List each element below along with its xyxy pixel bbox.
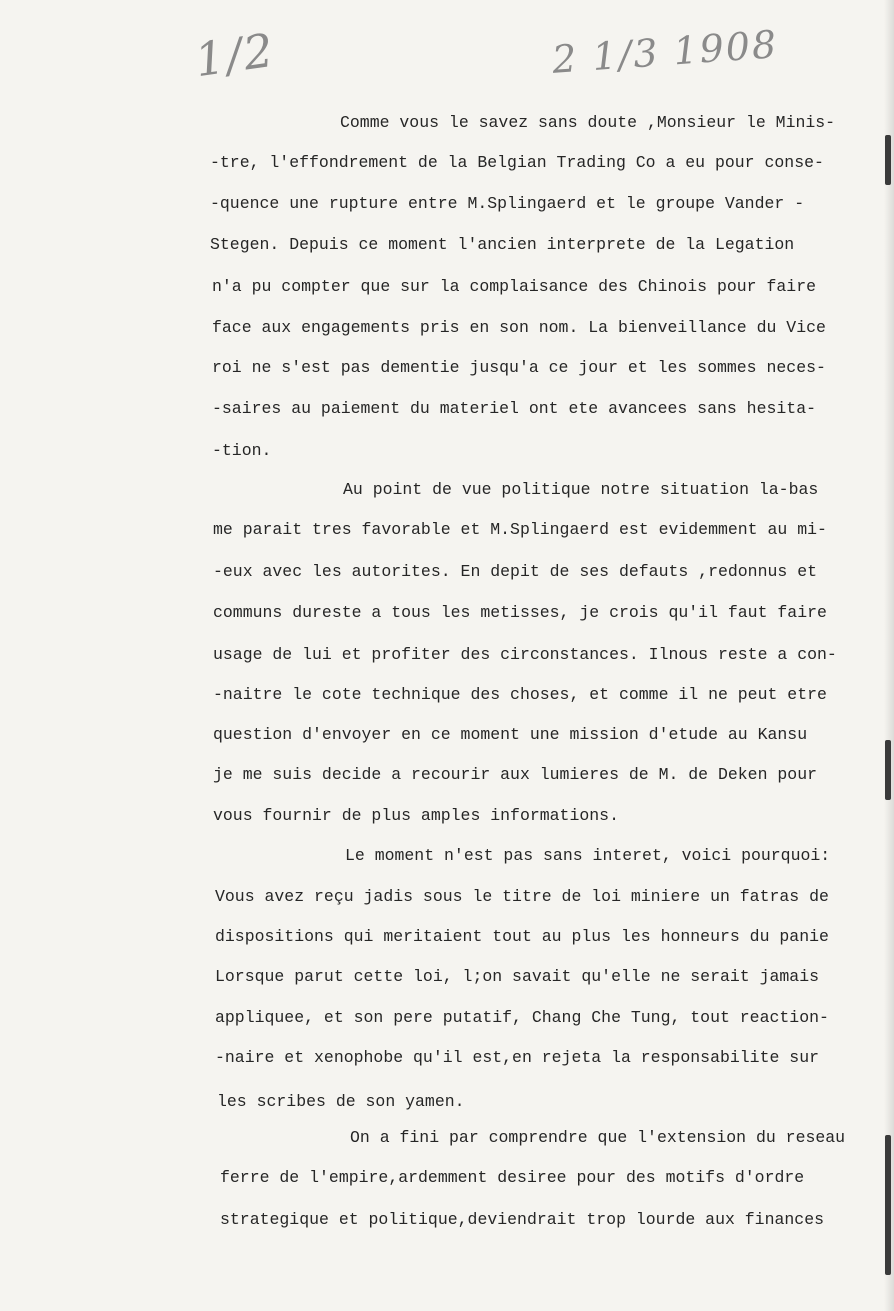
text-line: -tre, l'effondrement de la Belgian Trading Co a eu pour conse- <box>210 153 824 172</box>
text-line: -eux avec les autorites. En depit de ses defauts ,redonnus et <box>213 562 817 581</box>
text-line: n'a pu compter que sur la complaisance des Chinois pour faire <box>212 277 816 296</box>
text-line: Au point de vue politique notre situation la-bas <box>343 480 819 499</box>
text-line: Lorsque parut cette loi, l;on savait qu'elle ne serait jamais <box>215 967 819 986</box>
text-line: Stegen. Depuis ce moment l'ancien interprete de la Legation <box>210 235 795 254</box>
text-line: vous fournir de plus amples informations. <box>213 806 619 825</box>
text-line: strategique et politique,deviendrait trop lourde aux finances <box>220 1210 824 1229</box>
text-line: Comme vous le savez sans doute ,Monsieur le Minis- <box>340 113 836 132</box>
margin-mark <box>885 1135 891 1275</box>
text-line: -quence une rupture entre M.Splingaerd et le groupe Vander - <box>210 194 805 213</box>
text-line: Vous avez reçu jadis sous le titre de loi miniere un fatras de <box>215 887 829 906</box>
text-line: usage de lui et profiter des circonstances. Ilnous reste a con- <box>213 645 837 664</box>
text-line: appliquee, et son pere putatif, Chang Che Tung, tout reaction- <box>215 1008 829 1027</box>
text-line: les scribes de son yamen. <box>217 1092 465 1111</box>
text-line: Le moment n'est pas sans interet, voici pourquoi: <box>345 846 831 865</box>
text-line: dispositions qui meritaient tout au plus les honneurs du panie <box>215 927 829 946</box>
text-line: communs dureste a tous les metisses, je crois qu'il faut faire <box>213 603 827 622</box>
page-edge-shadow <box>884 0 894 1311</box>
text-line: question d'envoyer en ce moment une mission d'etude au Kansu <box>213 725 808 744</box>
margin-mark <box>885 135 891 185</box>
text-line: ferre de l'empire,ardemment desiree pour des motifs d'ordre <box>220 1168 805 1187</box>
text-line: -tion. <box>212 441 272 460</box>
text-line: -saires au paiement du materiel ont ete avancees sans hesita- <box>212 399 816 418</box>
text-line: me parait tres favorable et M.Splingaerd est evidemment au mi- <box>213 520 827 539</box>
text-line: On a fini par comprendre que l'extension du reseau <box>350 1128 846 1147</box>
handwritten-date-annotation: 2 1/3 1908 <box>550 22 780 82</box>
text-line: roi ne s'est pas dementie jusqu'a ce jour et les sommes neces- <box>212 358 826 377</box>
margin-mark <box>885 740 891 800</box>
text-line: -naitre le cote technique des choses, et comme il ne peut etre <box>213 685 827 704</box>
text-line: je me suis decide a recourir aux lumieres de M. de Deken pour <box>213 765 817 784</box>
handwritten-page-number: 1/2 <box>191 22 279 88</box>
text-line: -naire et xenophobe qu'il est,en rejeta la responsabilite sur <box>215 1048 819 1067</box>
text-line: face aux engagements pris en son nom. La bienveillance du Vice <box>212 318 826 337</box>
